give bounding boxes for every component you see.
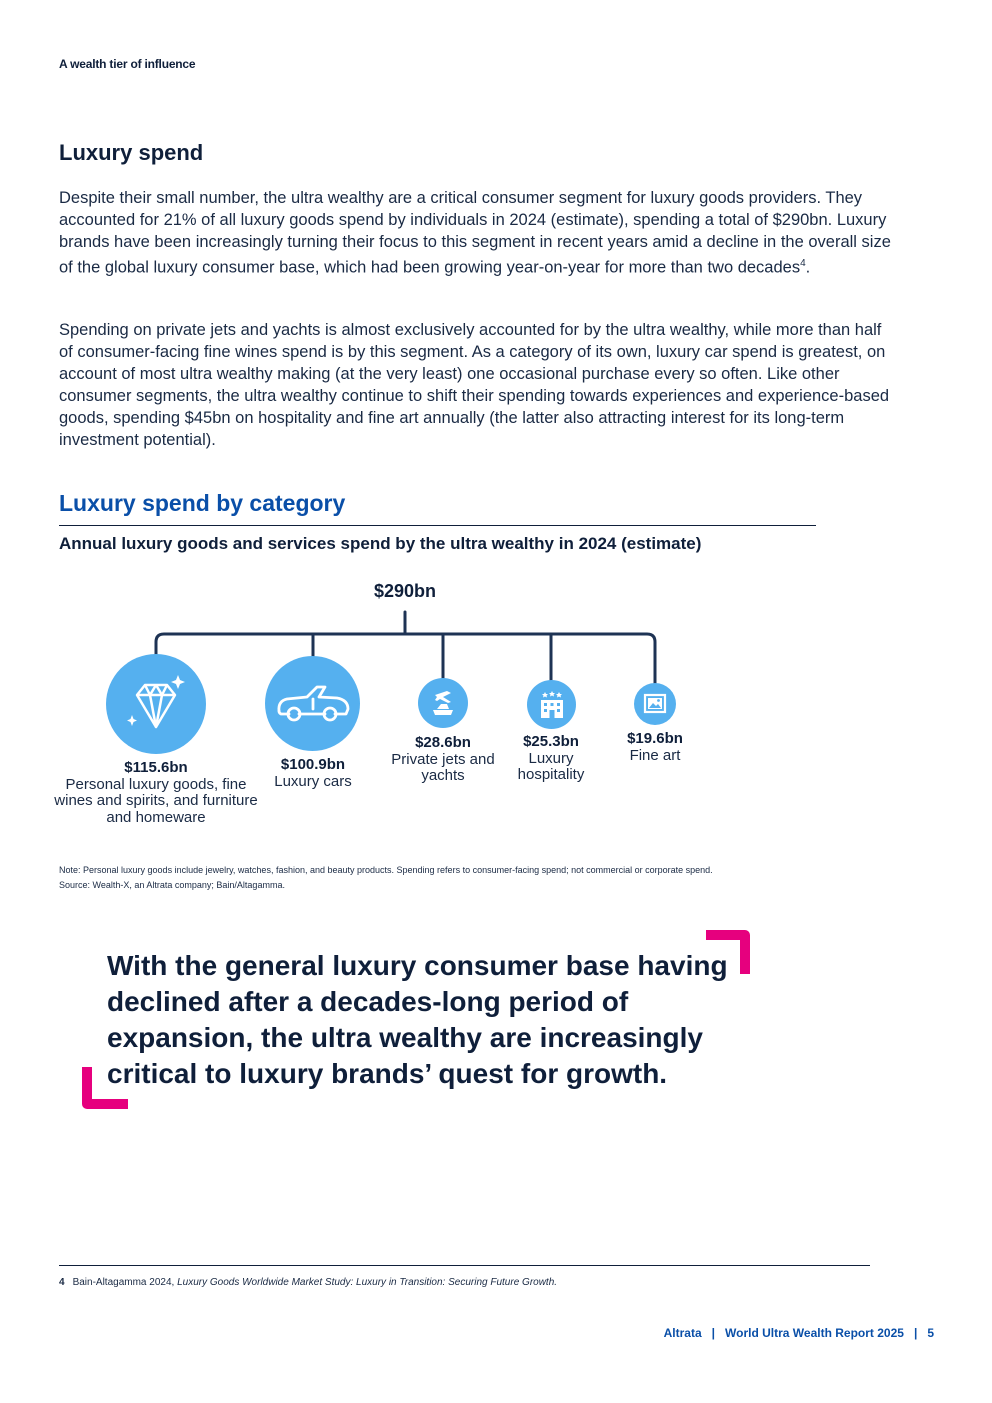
category-hospitality (496, 734, 606, 784)
chart-source: Source: Wealth-X, an Altrata company; Bain/Altagamma. (59, 880, 285, 890)
diamond-icon (121, 669, 191, 739)
footer-report: World Ultra Wealth Report 2025 (725, 1326, 904, 1340)
category-cars (250, 757, 376, 790)
category-value: $100.9bn (280, 756, 346, 773)
category-circle-jets (418, 678, 468, 728)
category-personal-goods (50, 760, 262, 826)
category-jets (388, 735, 498, 785)
page-heading: Luxury spend (59, 140, 204, 165)
category-label: Luxury hospitality (517, 749, 585, 783)
footnote (59, 1277, 557, 1288)
chart-subtitle: Annual luxury goods and services spend by the ultra wealthy in 2024 (estimate) (59, 534, 702, 553)
category-label: Personal luxury goods, fine wines and spirits, and furniture and homeware (54, 775, 258, 826)
category-value: $25.3bn (523, 733, 579, 750)
pull-quote: With the general luxury consumer base having declined after a decades-long period of expansion, the ultra wealthy are increasingly critical to luxury brands’ quest for growth. (107, 950, 728, 1089)
category-circle-personal-goods (106, 654, 206, 754)
paragraph-2: Spending on private jets and yachts is almost exclusively accounted for by the ultra wealthy, while more than half of consumer-facing fine wines spend is by this segment. As a category of its own, luxury car spend is greatest, on account of most ultra wealthy making (at the very least) one occasional purchase every so often. Like other consumer segments, the ultra wealthy continue to shift their spending towards experiences and experience-based goods, spending $45bn on hospitality and fine art annually (the latter also attracting interest for its long-term investment potential). (59, 321, 890, 449)
section-label: A wealth tier of influence (59, 57, 196, 71)
footnote-ref[interactable]: 4 (800, 258, 806, 269)
chart-total-label: $290bn (373, 581, 437, 601)
chart-notes (59, 863, 839, 893)
footnote-title: Luxury Goods Worldwide Market Study: Luxury in Transition: Securing Future Growth. (177, 1277, 558, 1288)
category-circle-hospitality (527, 680, 576, 729)
category-label: Fine art (629, 746, 681, 764)
chart-title: Luxury spend by category (59, 490, 346, 516)
chart-note: Note: Personal luxury goods include jewelry, watches, fashion, and beauty products. Spending refers to consumer-facing spend; not commercial or corporate spend. (59, 865, 713, 875)
category-value: $115.6bn (124, 759, 188, 776)
page-footer: Altrata | World Ultra Wealth Report 2025 | 5 (663, 1326, 934, 1340)
chart-connectors (0, 0, 992, 700)
hotel-icon (535, 688, 569, 722)
footer-brand: Altrata (663, 1326, 702, 1340)
category-circle-cars (265, 656, 360, 751)
picture-frame-icon (641, 690, 669, 718)
footer-page-number: 5 (927, 1326, 934, 1340)
connector-bar (156, 634, 655, 688)
category-label: Private jets and yachts (391, 750, 495, 784)
category-value: $19.6bn (627, 730, 683, 747)
category-circle-fine-art (634, 683, 676, 725)
footnote-number: 4 (59, 1277, 65, 1288)
paragraph-1-text: Despite their small number, the ultra wealthy are a critical consumer segment for luxury goods providers. They accounted for 21% of all luxury goods spend by individuals in 2024 (estimate), spending a total of $290bn. Luxury brands have been increasingly turning their focus to this segment in recent years amid a decline in the overall size of the global luxury consumer base, which had been growing year-on-year for more than two decades (59, 189, 891, 277)
paragraph-1-end: . (805, 258, 811, 277)
category-value: $28.6bn (415, 734, 471, 751)
footnote-prefix: Bain-Altagamma 2024, (72, 1277, 178, 1288)
category-fine-art (600, 731, 710, 764)
footnote-divider (59, 1265, 870, 1266)
jet-yacht-icon (425, 685, 461, 721)
category-label: Luxury cars (274, 772, 352, 790)
car-icon (273, 679, 353, 729)
